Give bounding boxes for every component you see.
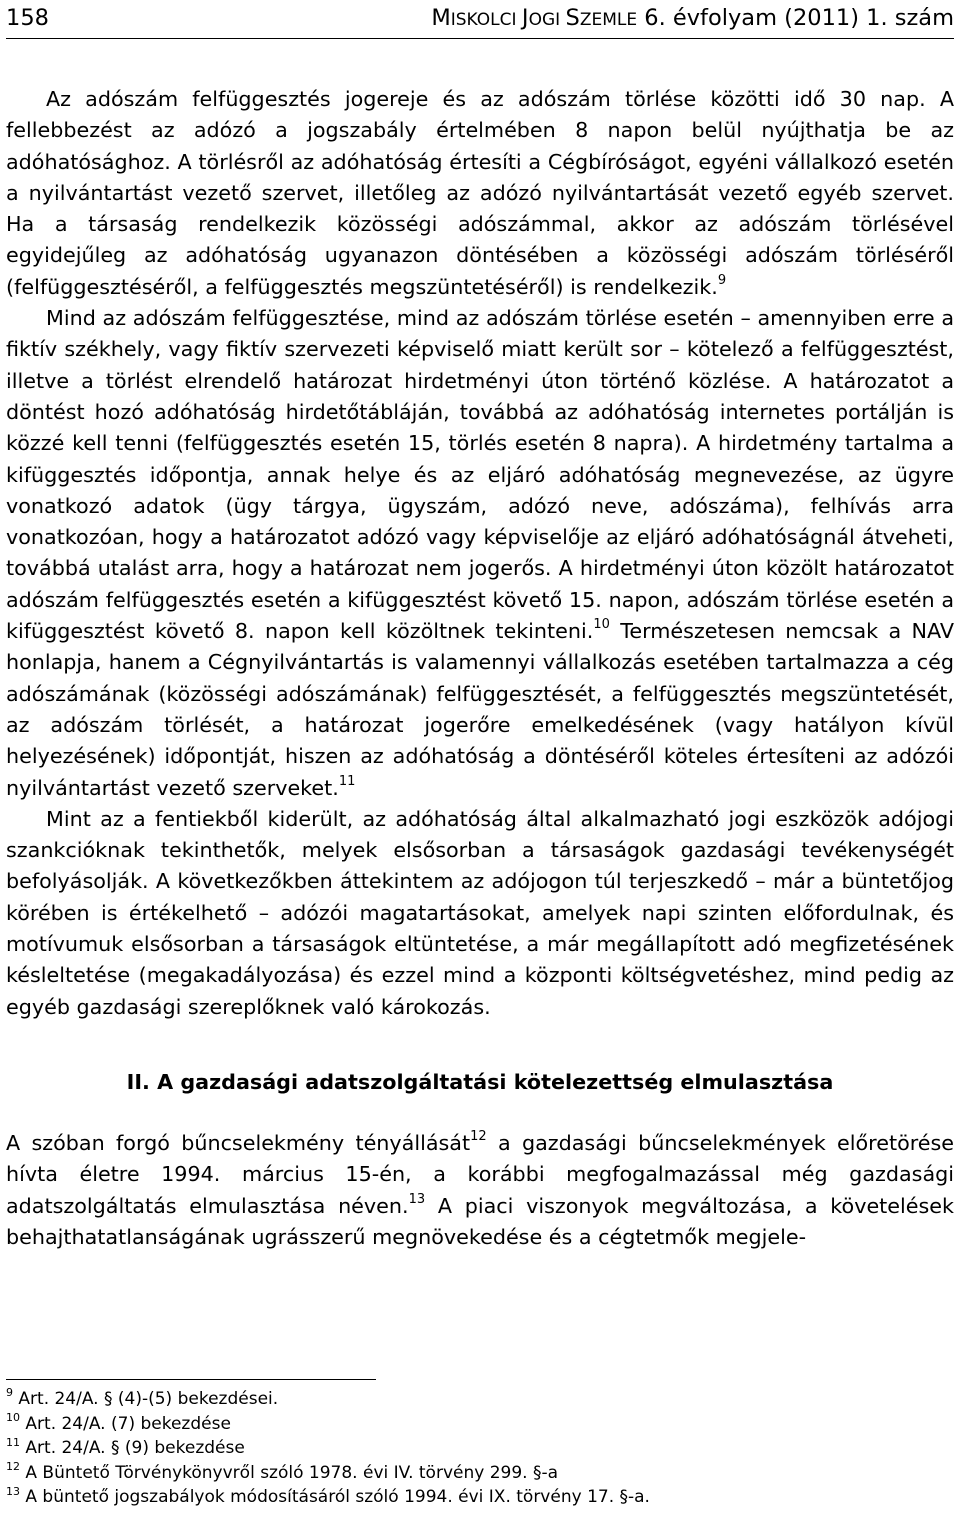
paragraph-3 xyxy=(6,804,954,1023)
page-number: 158 xyxy=(6,5,49,31)
paragraph-2-text-b: Természetesen nemcsak a NAV honlapja, hanem a Cégnyilvántartás is valamennyi vállalkozás esetében tartalmazza a cég adószámának (közösségi adószámának) felfüggesztését, a felfüggesztés megszüntetését, az adószám törlését, a határozat jogerőre emelkedésének (vagy hatályon kívül helyezésének) időpontját, hiszen az adóhatóság a döntéséről köteles értesíteni az adózói nyilvántartást vezető szerveket. xyxy=(6,619,954,800)
footnote-text: A büntető jogszabályok módosításáról szóló 1994. évi IX. törvény 17. §-a. xyxy=(20,1487,650,1508)
footnote-ref-9: 9 xyxy=(717,272,727,288)
footnote-text: Art. 24/A. § (9) bekezdése xyxy=(20,1438,245,1459)
footnote-number: 12 xyxy=(6,1460,20,1474)
paragraph-1 xyxy=(6,84,954,303)
running-title-smallcaps-2: OGI xyxy=(528,10,566,30)
page-header xyxy=(6,0,954,36)
body-text xyxy=(6,84,954,1253)
footnote-ref-13: 13 xyxy=(408,1191,426,1207)
footnote-ref-11: 11 xyxy=(338,773,356,789)
section-heading: II. A gazdasági adatszolgáltatási kötelezettség elmulasztása xyxy=(126,1069,834,1094)
footnote-number: 10 xyxy=(6,1410,20,1424)
running-title-initial-2: J xyxy=(521,5,529,31)
running-title-smallcaps-1: ISKOLCI xyxy=(450,10,522,30)
footnote-rule xyxy=(6,1379,376,1380)
paragraph-4-text-c: A piaci viszonyok megváltozása, a követelések behajthatatlanságának ugrásszerű megnövekedése és a cégtetmők megjele- xyxy=(6,1193,954,1249)
footnote-number: 9 xyxy=(6,1386,13,1400)
running-title-smallcaps-3: ZEMLE xyxy=(579,10,638,30)
footnote-11 xyxy=(6,1436,954,1461)
paragraph-4-text-a: A szóban forgó bűncselekmény tényállását xyxy=(6,1130,471,1155)
paragraph-4-text-b: a gazdasági bűncselekmények előretörése hívta életre 1994. március 15-én, a korábbi megfogalmazással még gazdasági adatszolgáltatás elmulasztása néven. xyxy=(6,1130,955,1218)
paragraph-2-text-a: Mind az adószám felfüggesztése, mind az adószám törlése esetén – amennyiben erre a fiktív székhely, vagy fiktív szervezeti képviselő miatt került sor – kötelező a felfüggesztést, illetve a törlést elrendelő határozat hirdetményi úton történő közlése. A határozatot a döntést hozó adóhatóság hirdetőtábláján, továbbá az adóhatóság internetes portálján is közzé kell tenni (felfüggesztés esetén 15, törlés esetén 8 napra). A hirdetmény tartalma a kifüggesztés időpontja, annak helye és az eljáró adóhatóság megnevezése, az ügyre vonatkozó adatok (ügy tárgya, ügyszám, adózó neve, adószáma), felhívás arra vonatkozóan, hogy a határozatot adózó vagy képviselője az eljáró adóhatóságnál átveheti, továbbá utalást arra, hogy a határozat nem jogerős. A hirdetményi úton közölt határozatot adószám felfüggesztés esetén a kifüggesztést követő 15. napon, adószám törlése esetén a kifüggesztést követő 8. napon kell közöltnek tekinteni. xyxy=(6,306,954,644)
footnote-number: 11 xyxy=(6,1435,20,1449)
paragraph-1-text: Az adószám felfüggesztés jogereje és az adószám törlése közötti idő 30 nap. A fellebbezést az adózó a jogszabály értelmében 8 napon belül nyújthatja be az adóhatósághoz. A törlésről az adóhatóság értesíti a Cégbíróságot, egyéni vállalkozó esetén a nyilvántartást vezető szervet, illetőleg az adózó nyilvántartását vezető egyéb szervet. Ha a társaság rendelkezik közösségi adószámmal, akkor az adószám törlésével egyidejűleg az adóhatóság ugyanazon döntésében a közösségi adószám törléséről (felfüggesztéséről, a felfüggesztés megszüntetéséről) is rendelkezik. xyxy=(6,87,954,299)
footnote-10 xyxy=(6,1412,954,1437)
footnote-ref-10: 10 xyxy=(593,617,610,633)
footnote-number: 13 xyxy=(6,1484,20,1498)
running-title-initial-1: M xyxy=(431,5,451,31)
running-title-issue: 6. évfolyam (2011) 1. szám xyxy=(637,5,954,31)
footnote-text: Art. 24/A. § (4)-(5) bekezdései. xyxy=(13,1389,279,1409)
paragraph-2 xyxy=(6,303,954,804)
footnote-text: Art. 24/A. (7) bekezdése xyxy=(20,1413,231,1434)
running-title-initial-3: S xyxy=(565,5,580,31)
footnote-ref-12: 12 xyxy=(470,1129,487,1145)
running-title xyxy=(431,0,954,38)
footnote-12 xyxy=(6,1461,954,1486)
header-rule xyxy=(6,38,954,39)
paragraph-3-text: Mint az a fentiekből kiderült, az adóhatóság által alkalmazható jogi eszközök adójogi szankcióknak tekinthetők, melyek elsősorban a társaságok gazdasági tevékenységét befolyásolják. A következőkben áttekintem az adójogon túl terjeszkedő – már a büntetőjog körében is értékelhető – adózói magatartásokat, amelyek napi szinten előfordulnak, és motívumuk elsősorban a társaságok eltüntetése, a már megállapított adó megfizetésének késleltetése (megakadályozása) és ezzel mind a központi költségvetéshez, mind pedig az egyéb gazdasági szereplőknek való károkozás. xyxy=(6,806,954,1019)
footnote-text: A Büntető Törvénykönyvről szóló 1978. évi IV. törvény 299. §-a xyxy=(20,1462,559,1483)
footnotes xyxy=(6,1387,954,1510)
footnote-13 xyxy=(6,1485,954,1510)
paragraph-4 xyxy=(6,1128,954,1253)
footnote-9 xyxy=(6,1387,954,1412)
